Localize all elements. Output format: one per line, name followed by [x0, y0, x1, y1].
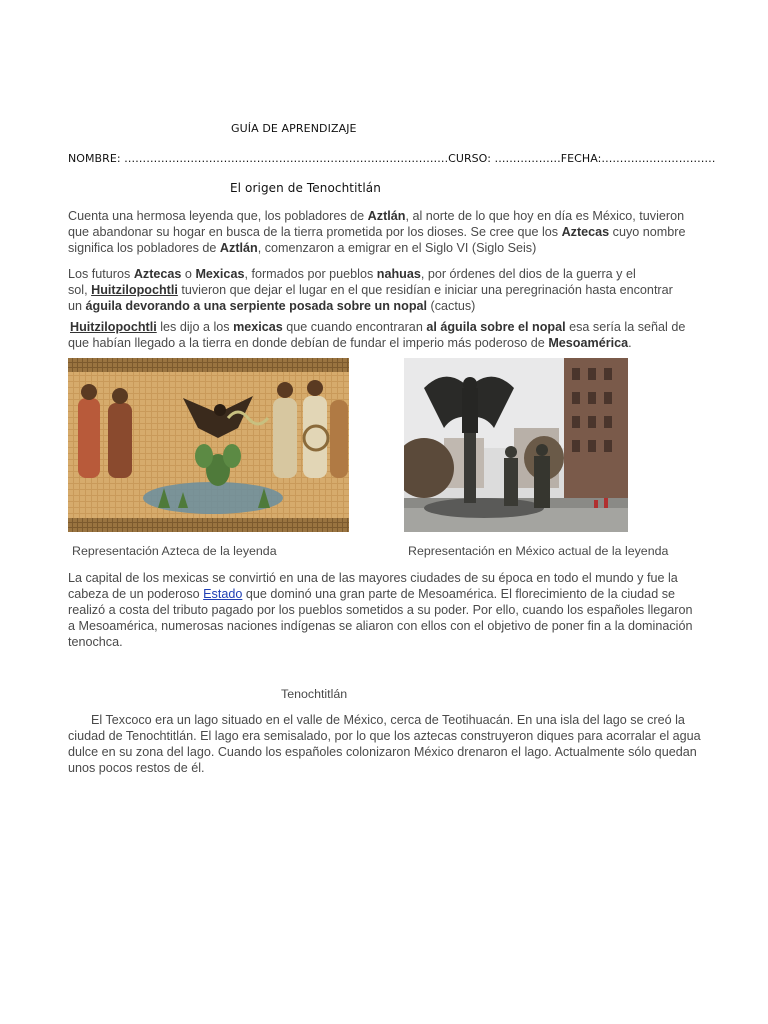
paragraph-migration: Los futuros Aztecas o Mexicas, formados por pueblos nahuas, por órdenes del dios de la guerra y el sol, Huitzilopochtli tuvieron que dejar el lugar en el que residían e iniciar una peregrinación hasta encontrar un águila devorando a una serpiente posada sobre un nopal (cactus) [68, 267, 673, 313]
paragraph-sign: Huitzilopochtli les dijo a los mexicas que cuando encontraran al águila sobre el nopal esa sería la señal de que habían llegado a la tierra en donde debían de fundar el imperio más poderoso de Mesoamérica. [68, 320, 686, 350]
caption-modern: Representación en México actual de la leyenda [408, 544, 669, 558]
estado-link[interactable]: Estado [203, 587, 243, 601]
page-title: GUÍA DE APRENDIZAJE [231, 122, 357, 135]
modern-monument-image [404, 358, 628, 532]
paragraph-texcoco: El Texcoco era un lago situado en el valle de México, cerca de Teotihuacán. En una isla del lago se creó la ciudad de Tenochtitlán. El lago era semisalado, por lo que los aztecas construyeron diques para acorralar el agua dulce en su zona del lago. Cuando los españoles colonizaron México drenaron el lago. Actualmente sólo quedan unos pocos restos de él. [68, 713, 701, 775]
paragraph-capital: La capital de los mexicas se convirtió en una de las mayores ciudades de su época en todo el mundo y fue la cabeza de un poderoso Estado que dominó una gran parte de Mesoamérica. El florecimiento de la ciudad se realizó a costa del tributo pagado por los pueblos sometidos a su poder. Por ello, cuando los españoles llegaron a Mesoamérica, numerosas naciones indígenas se aliaron con ellos con el objetivo de poner fin a la dominación tenochca. [68, 571, 693, 649]
paragraph-intro: Cuenta una hermosa leyenda que, los pobladores de Aztlán, al norte de lo que hoy en día es México, tuvieron que abandonar su hogar en busca de la tierra prometida por los dioses. Se cree que los Aztecas cuyo nombre significa los pobladores de Aztlán, comenzaron a emigrar en el Siglo VI (Siglo Seis) [68, 209, 686, 255]
section-heading-tenochtitlan: Tenochtitlán [281, 687, 348, 701]
aztec-mural-image [68, 358, 349, 532]
subtitle: El origen de Tenochtitlán [230, 181, 381, 195]
nombre-line: NOMBRE: …………………………………………………………………………….CURSO: ………………FECHA:…………………………. [68, 152, 716, 165]
caption-aztec: Representación Azteca de la leyenda [72, 544, 277, 558]
